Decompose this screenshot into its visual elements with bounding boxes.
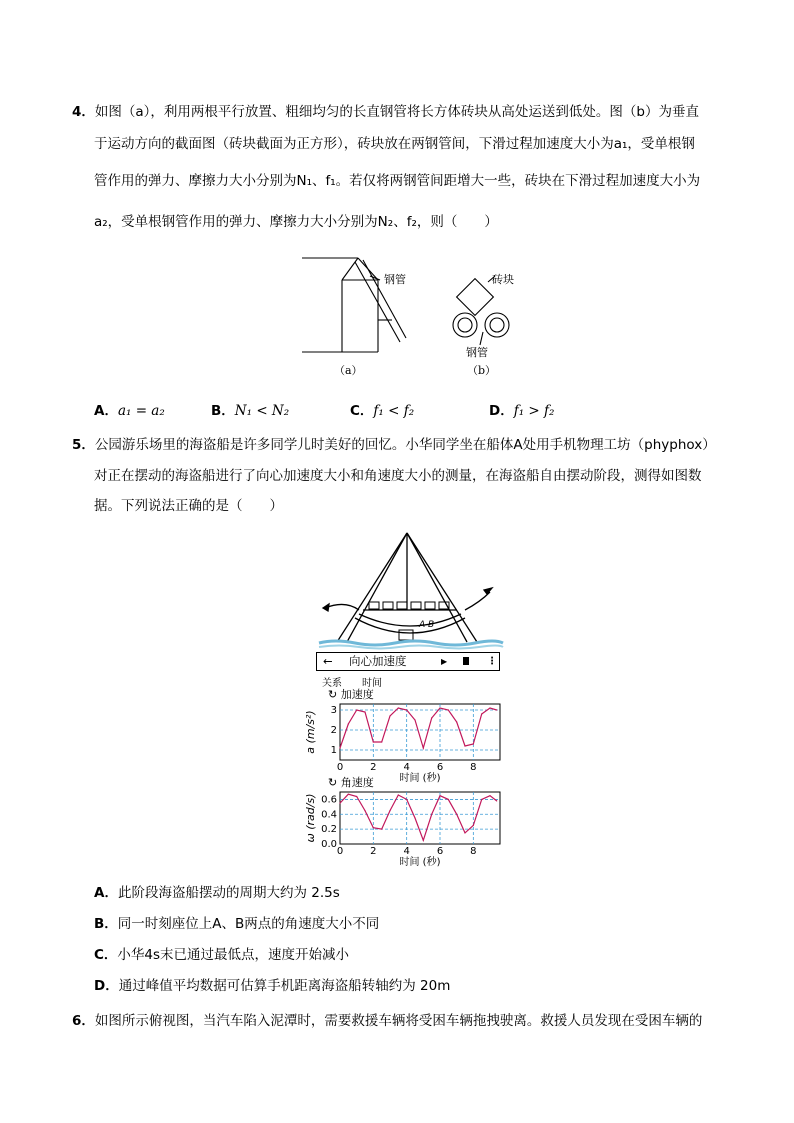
data-point [364, 711, 365, 712]
q5-ship-figure [315, 530, 505, 650]
data-point [398, 794, 399, 795]
x-tick-label: 6 [436, 762, 444, 773]
q5-option-b: B．同一时刻座位上A、B两点的角速度大小不同 [94, 916, 380, 932]
q5-option-d: D．通过峰值平均数据可估算手机距离海盗船转轴约为 20m [94, 978, 451, 994]
x-tick-label: 8 [470, 762, 477, 773]
data-point [373, 741, 374, 742]
x-tick-label: 0 [336, 846, 344, 857]
q4-brick-label: 砖块 [492, 273, 514, 286]
data-point [496, 800, 497, 801]
y-axis-label: ω (rad/s) [304, 793, 317, 843]
acceleration-chart [306, 690, 506, 790]
data-point [431, 814, 432, 815]
data-point [364, 810, 365, 811]
play-icon[interactable]: ▶ [441, 657, 448, 666]
data-point [481, 799, 482, 800]
chart-title: ↻ 加速度 [328, 688, 374, 701]
data-point [348, 794, 349, 795]
y-tick-label: 0.6 [321, 794, 337, 806]
data-point [431, 717, 432, 718]
data-point [481, 713, 482, 714]
q5-number: 5． [72, 437, 95, 453]
data-point [381, 829, 382, 830]
q4-option-d: D．f₁ > f₂ [489, 403, 555, 419]
y-tick-label: 0.0 [321, 839, 337, 850]
data-point [406, 709, 407, 710]
data-point [356, 796, 357, 797]
y-tick-label: 1 [330, 745, 337, 756]
q4-figure-label-a: （a） [334, 364, 363, 377]
y-tick-label: 3 [330, 705, 337, 716]
tab-time[interactable]: 时间 [362, 678, 382, 689]
data-point [464, 832, 465, 833]
x-tick-label: 2 [370, 762, 377, 773]
data-point [439, 795, 440, 796]
data-point [496, 709, 497, 710]
plot-frame [340, 704, 500, 760]
y-tick-label: 0.2 [321, 824, 337, 836]
phyphox-toolbar [316, 652, 500, 671]
data-point [389, 810, 390, 811]
q4-line-3: 管作用的弹力、摩擦力大小分别为N₁、f₁。若仅将两钢管间距增大一些，砖块在下滑过程加速度大小为 [94, 173, 701, 189]
data-point [339, 747, 340, 748]
data-point [381, 741, 382, 742]
data-point [489, 707, 490, 708]
x-tick-label: 0 [336, 762, 344, 773]
x-tick-label: 4 [403, 762, 410, 773]
x-tick-label: 8 [470, 846, 477, 857]
data-point [439, 707, 440, 708]
q5-boat-labels: A B [419, 620, 435, 630]
q5-option-a: A．此阶段海盗船摆动的周期大约为 2.5s [94, 885, 340, 901]
data-point [339, 803, 340, 804]
y-axis-label: a (m/s²) [304, 710, 317, 754]
more-menu-icon[interactable]: ⋮ [487, 656, 497, 667]
y-tick-label: 2 [330, 725, 337, 736]
q4-number: 4． [72, 104, 95, 120]
data-point [448, 799, 449, 800]
q4-line-4: a₂，受单根钢管作用的弹力、摩擦力大小分别为N₂、f₂，则（ ） [94, 214, 498, 230]
x-axis-label: 时间 (秒) [399, 773, 441, 784]
tab-relation[interactable]: 关系 [322, 678, 342, 689]
q5-line-1: 5．公园游乐场里的海盗船是许多同学儿时美好的回忆。小华同学坐在船体A处用手机物理工坊（phyphox） [72, 437, 716, 453]
q4-option-a: A．a₁ = a₂ [94, 403, 165, 419]
back-arrow-icon[interactable]: ← [323, 654, 333, 668]
angular-velocity-chart [306, 776, 506, 872]
q4-line-2: 于运动方向的截面图（砖块截面为正方形），砖块放在两钢管间，下滑过程加速度大小为a₁，受单根钢 [94, 136, 695, 152]
q4-line-1: 4．如图（a），利用两根平行放置、粗细均匀的长直钢管将长方体砖块从高处运送到低处。图（b）为垂直 [72, 104, 699, 120]
data-point [448, 709, 449, 710]
data-point [414, 817, 415, 818]
y-tick-label: 0.4 [321, 809, 337, 821]
x-tick-label: 6 [436, 846, 444, 857]
q4-figure-b [453, 276, 509, 345]
data-point [473, 825, 474, 826]
x-tick-label: 4 [403, 846, 410, 857]
data-point [348, 723, 349, 724]
x-tick-label: 2 [370, 846, 377, 857]
chart-title: ↻ 角速度 [328, 776, 374, 789]
q4-figure-label-b: （b） [467, 364, 497, 377]
q4-pipe-label-b: 钢管 [466, 346, 488, 359]
data-point [389, 715, 390, 716]
data-point [414, 719, 415, 720]
timer-icon[interactable] [463, 657, 469, 665]
data-point [423, 747, 424, 748]
data-point [464, 745, 465, 746]
data-point [456, 721, 457, 722]
data-point [398, 707, 399, 708]
data-point [473, 743, 474, 744]
q4-option-b: B．N₁ < N₂ [211, 403, 290, 419]
data-point [356, 709, 357, 710]
q6-number: 6． [72, 1013, 95, 1029]
data-point [423, 840, 424, 841]
q5-option-c: C．小华4s末已通过最低点，速度开始减小 [94, 947, 350, 963]
q6-line-1: 6．如图所示俯视图，当汽车陷入泥潭时，需要救援车辆将受困车辆拖拽驶离。救援人员发现在受困车辆的 [72, 1013, 703, 1029]
x-axis-label: 时间 (秒) [399, 857, 441, 868]
q4-option-c: C．f₁ < f₂ [350, 403, 415, 419]
data-point [489, 795, 490, 796]
q5-line-2: 对正在摆动的海盗船进行了向心加速度大小和角速度大小的测量，在海盗船自由摆动阶段，测得如图数 [94, 468, 702, 484]
data-point [406, 799, 407, 800]
q4-figure [300, 250, 540, 380]
q5-line-3: 据。下列说法正确的是（ ） [94, 498, 283, 514]
toolbar-title: 向心加速度 [349, 654, 407, 668]
q4-pipe-label-a: 钢管 [384, 273, 406, 286]
data-point [456, 814, 457, 815]
data-point [373, 827, 374, 828]
